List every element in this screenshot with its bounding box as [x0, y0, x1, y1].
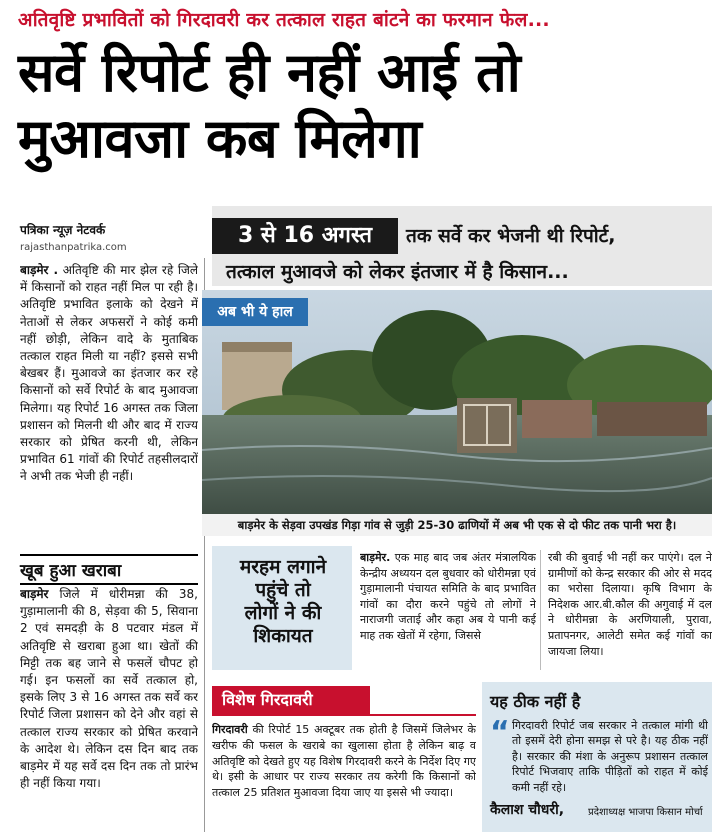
kicker-bar: [0, 0, 720, 34]
special-lead-word: गिरदावरी: [212, 723, 248, 736]
byline: पत्रिका न्यूज़ नेटवर्क: [20, 223, 106, 237]
special-section-body: [212, 722, 476, 832]
headline-line-2: मुआवजा कब मिलेगा: [18, 107, 422, 170]
dateline: बाड़मेर .: [20, 263, 59, 277]
callout-line-1: मरहम लगाने: [239, 556, 327, 578]
opinion-author-role: प्रदेशाध्यक्ष भाजपा किसान मोर्चा: [588, 807, 703, 818]
callout-line-4: शिकायत: [253, 625, 313, 647]
special-section-rule: [212, 714, 476, 716]
highlight-line-1: तक सर्वे कर भेजनी थी रिपोर्ट,: [406, 225, 616, 247]
left-paragraph-2: जिले में धोरीमन्ना की 38, गुड़ामालानी की 8, सेड़वा की 5, सिवाना 2 एवं समदड़ी के 8 पटवार मंडल में अतिवृष्टि से खराबा हुआ था। खेतों की मिट्टी तक बह जाने से फसलें चौपट हो गई। इन फसलों का सर्वे तत्काल हो, इसके लिए 3 से 16 अगस्त तक सर्वे कर रिपोर्ट जिला प्रशासन को देने और वहां से तत्काल राज्य सरकार को प्रेषित करवाने के आदेश थे। लेकिन दस दिन बाद तक बाड़मेर में यह सर्वे दस दिन तक तो प्रारंभ ही नहीं किया गया।: [20, 587, 198, 791]
middle-dateline: बाड़मेर.: [360, 551, 391, 564]
photo-caption: बाड़मेर के सेड़वा उपखंड गिड़ा गांव से जुड़ी 25-30 ढाणियों में अब भी एक से दो फीट तक पानी भरा है।: [202, 514, 712, 536]
website-label: rajasthanpatrika.com: [20, 242, 127, 253]
right-article-body: रबी की बुवाई भी नहीं कर पाएंगे। दल ने ग्रामीणों को केन्द्र सरकार की ओर से मदद का भरोसा दिलाया। कृषि विभाग के निदेशक आर.बी.कौल की अगुवाई में दल ने धोरीमन्ना के अरणियाली, पुरावा, प्रतापनगर, आलेटी समेत कई गांवों का जायजा लिया।: [548, 551, 712, 658]
kicker-text: अतिवृष्टि प्रभावितों को गिरदावरी कर तत्काल राहत बांटने का फरमान फेल...: [18, 9, 550, 31]
dateline-2: बाड़मेर: [20, 587, 49, 601]
quote-icon: “: [490, 715, 510, 750]
date-chip: 3 से 16 अगस्त: [212, 218, 398, 254]
photo-tag: अब भी ये हाल: [202, 298, 308, 326]
left-article-body-2: [20, 586, 198, 832]
highlight-line-2: तत्काल मुआवजे को लेकर इंतजार में है किसान...: [226, 261, 569, 283]
main-headline: [18, 40, 708, 172]
opinion-heading: यह ठीक नहीं है: [490, 692, 581, 711]
middle-divider: [540, 550, 541, 670]
opinion-body: गिरदावरी रिपोर्ट जब सरकार ने तत्काल मांगी थी तो इसमें देरी होना समझ से परे है। यह ठीक नहीं है। सरकार की मंशा के अनुरूप प्रशासन तत्काल रिपोर्ट भिजवाए ताकि पीड़ितों को राहत में कोई कमी नहीं रहे।: [512, 719, 708, 794]
left-article-body: [20, 262, 198, 552]
headline-line-1: सर्वे रिपोर्ट ही नहीं आई तो: [18, 41, 521, 104]
special-paragraph: की रिपोर्ट 15 अक्टूबर तक होती है जिसमें जिलेभर के खरीफ की फसल के खराबे का खुलासा होता है लेकिन बाढ़ व अतिवृष्टि को देखते हुए यह विशेष गिरदावरी करने के निर्देश दिए गए थे। इसी के आधार पर राज्य सरकार तय करेगी कि किसानों को तत्काल 25 प्रतिशत मुआवजा दिया जाए या इससे भी ज्यादा।: [212, 723, 476, 800]
special-section-heading: विशेष गिरदावरी: [212, 686, 370, 714]
middle-article-body: [360, 550, 536, 670]
subheading: खूब हुआ खराबा: [20, 554, 198, 585]
callout-text: [218, 556, 348, 648]
opinion-author-name: कैलाश चौधरी,: [490, 802, 565, 818]
left-paragraph-1: अतिवृष्टि की मार झेल रहे जिले में किसानों को राहत नहीं मिल पा रही है। अतिवृष्टि प्रभावित इलाके को देखने में नेताओं से लेकर अफसरों ने कोई कमी नहीं छोड़ी, लेकिन वादे के मुताबिक तत्काल राहत मिली या नहीं? इससे सभी बेखबर हैं। मुआवजे का इंतजार कर रहे किसानों को सर्वे रिपोर्ट के बाद मुआवजा मिलेगा। यह रिपोर्ट 16 अगस्त तक जिला प्रशासन को मिलनी थी और बाद में राज्य सरकार को प्रेषित करनी थी, लेकिन प्रभावित 61 गांवों की रिपोर्ट तहसीलदारों ने अभी तक भेजी ही नहीं।: [20, 263, 198, 484]
middle-paragraph: एक माह बाद जब अंतर मंत्रालयिक केन्द्रीय अध्ययन दल बुधवार को धोरीमन्ना एवं गुड़ामालानी पंचायत समिति के बाद प्रभावित गांवों का दौरा करने पहुंचे तो लोगों ने नाराजगी जताई और कहा अब ये पानी कई माह तक खेतों में रहेगा, जिससे: [360, 551, 536, 642]
callout-line-2: पहुंचे तो: [255, 579, 311, 601]
callout-line-3: लोगों ने की: [244, 602, 322, 624]
